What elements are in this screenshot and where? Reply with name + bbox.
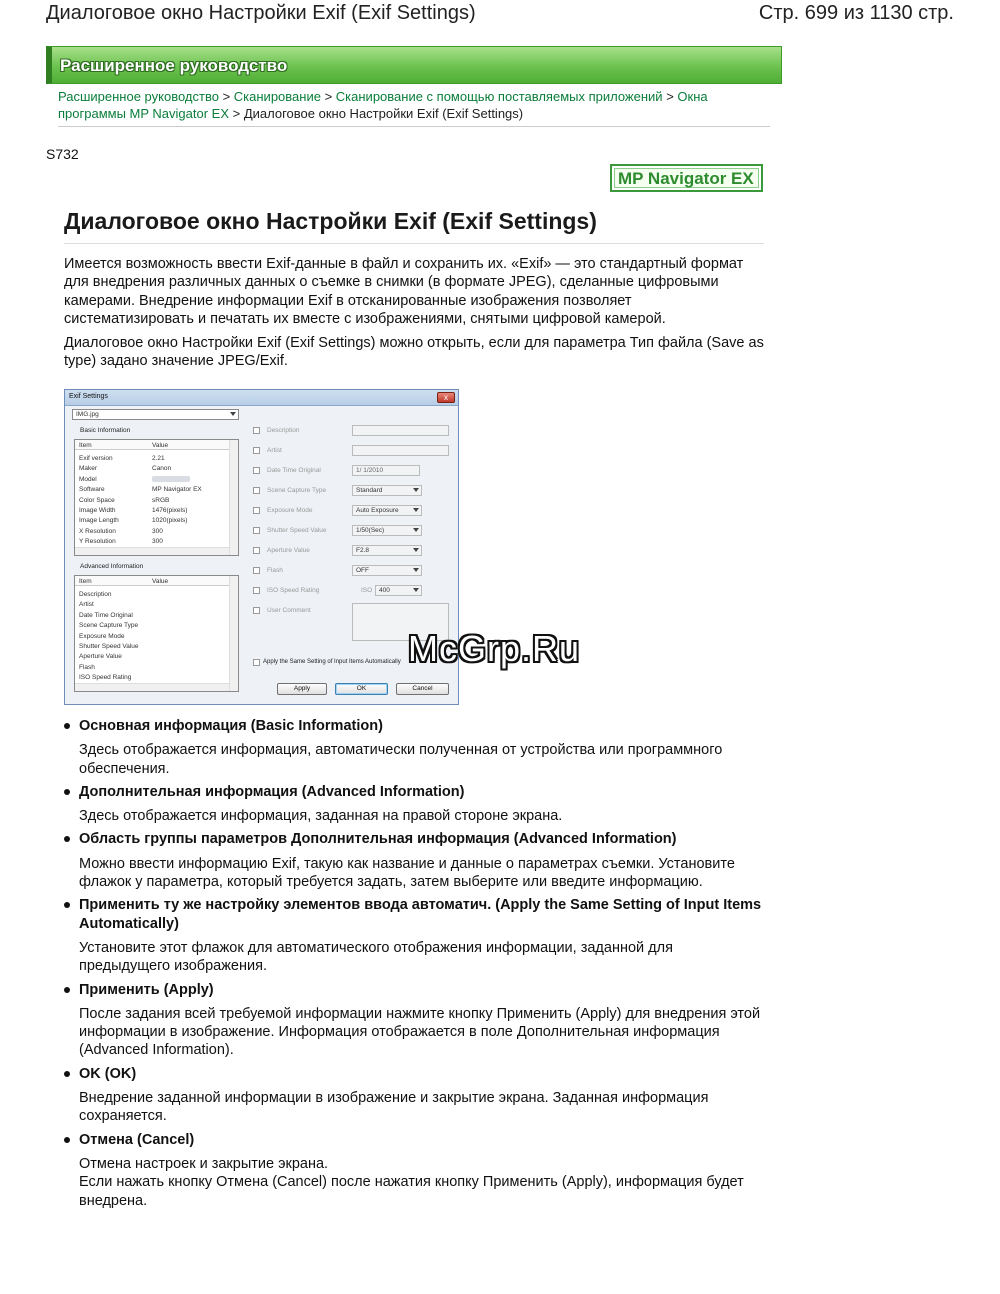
table-row: Y Resolution 300 xyxy=(79,538,163,546)
col-value: Value xyxy=(152,578,169,585)
table-row: Color Space sRGB xyxy=(79,496,170,504)
artist-label: Artist xyxy=(267,447,282,454)
breadcrumb-separator: > xyxy=(222,89,231,104)
close-icon[interactable]: x xyxy=(437,392,455,403)
chevron-down-icon xyxy=(413,488,419,492)
table-row: Exposure Mode xyxy=(79,632,125,640)
iso-label: ISO Speed Rating xyxy=(267,587,320,594)
horizontal-scrollbar[interactable] xyxy=(75,683,229,691)
breadcrumb-separator: > xyxy=(666,89,674,104)
exposure-label: Exposure Mode xyxy=(267,507,313,514)
section-banner xyxy=(46,46,782,84)
breadcrumb xyxy=(58,88,768,122)
bullet-icon xyxy=(64,836,70,842)
document-code: S732 xyxy=(46,146,79,162)
list-item xyxy=(64,1131,764,1210)
list-item xyxy=(64,896,764,975)
vertical-scrollbar[interactable] xyxy=(229,440,238,555)
item-description: Внедрение заданной информации в изображение и закрытие экрана. Заданная информация сохраняется. xyxy=(79,1090,709,1125)
item-title: Отмена (Cancel) xyxy=(79,1131,195,1148)
item-description: Можно ввести информацию Exif, такую как название и данные о параметрах съемки. Установите флажок у параметра, который требуется задать, затем выберите или введите информацию. xyxy=(79,855,735,891)
aperture-select[interactable]: F2.8 xyxy=(352,545,422,556)
scene-label: Scene Capture Type xyxy=(267,487,327,494)
breadcrumb-link-apps[interactable]: Сканирование с помощью поставляемых приложений xyxy=(335,89,663,104)
table-row: X Resolution 300 xyxy=(79,527,163,535)
breadcrumb-current: Диалоговое окно Настройки Exif (Exif Settings) xyxy=(243,106,524,121)
breadcrumb-separator: > xyxy=(324,89,333,104)
flash-checkbox[interactable] xyxy=(253,567,260,574)
list-item xyxy=(64,1065,764,1126)
table-row: Description xyxy=(79,591,112,598)
chevron-down-icon xyxy=(230,412,236,416)
breadcrumb-link-scanning[interactable]: Сканирование xyxy=(233,89,321,104)
bullet-icon xyxy=(64,723,70,729)
advanced-info-table[interactable] xyxy=(74,575,239,692)
page-header-title: Диалоговое окно Настройки Exif (Exif Settings) xyxy=(46,2,476,24)
chevron-down-icon xyxy=(413,508,419,512)
scene-checkbox[interactable] xyxy=(253,487,260,494)
breadcrumb-separator: > xyxy=(232,106,241,121)
item-description: Установите этот флажок для автоматического отображения информации, заданной для предыдущего изображения. xyxy=(79,939,673,975)
flash-select[interactable]: OFF xyxy=(352,565,422,576)
iso-checkbox[interactable] xyxy=(253,587,260,594)
iso-field xyxy=(253,586,453,598)
table-row: Scene Capture Type xyxy=(79,622,139,630)
mp-navigator-badge xyxy=(610,164,763,192)
col-item: Item xyxy=(79,442,92,449)
intro-paragraph: Имеется возможность ввести Exif-данные в файл и сохранить их. «Exif» — это стандартный формат для внедрения различных данных о съемке в снимки (в формате JPEG), сделанные цифровыми камерами. Внедрение информации Exif в отсканированные изображения позволяет систематизировать и печатать их вместе с изображениями, снятыми цифровой камерой. xyxy=(64,256,744,327)
item-description: Здесь отображается информация, заданная на правой стороне экрана. xyxy=(79,808,563,825)
page-number: Стр. 699 из 1130 стр. xyxy=(758,2,954,24)
page-title: Диалоговое окно Настройки Exif (Exif Settings) xyxy=(64,208,597,234)
exposure-select[interactable]: Auto Exposure xyxy=(352,505,422,516)
title-divider xyxy=(64,243,764,244)
blurred-model xyxy=(152,476,190,482)
dialog-titlebar xyxy=(65,390,458,406)
dialog-title: Exif Settings xyxy=(69,393,108,400)
apply-same-checkbox[interactable] xyxy=(253,659,260,666)
list-item xyxy=(64,717,764,778)
comment-label: User Comment xyxy=(267,607,311,614)
comment-checkbox[interactable] xyxy=(253,607,260,614)
description-checkbox[interactable] xyxy=(253,427,260,434)
table-row: Software MP Navigator EX xyxy=(79,486,202,494)
list-item xyxy=(64,981,764,1060)
item-title: Основная информация (Basic Information) xyxy=(79,718,383,734)
file-select-value: IMG.jpg xyxy=(76,411,99,418)
basic-info-label: Basic Information xyxy=(80,427,131,434)
exposure-checkbox[interactable] xyxy=(253,507,260,514)
basic-info-table[interactable] xyxy=(74,439,239,556)
shutter-checkbox[interactable] xyxy=(253,527,260,534)
table-row: Date Time Original xyxy=(79,611,133,619)
item-title: Дополнительная информация (Advanced Information) xyxy=(79,783,465,800)
table-row: Exif version 2.21 xyxy=(79,455,165,462)
apply-same-label: Apply the Same Setting of Input Items Automatically xyxy=(263,659,401,665)
iso-select[interactable]: 400 xyxy=(375,585,422,596)
horizontal-scrollbar[interactable] xyxy=(75,547,229,555)
aperture-label: Aperture Value xyxy=(267,547,310,554)
description-input[interactable] xyxy=(352,425,449,436)
col-value: Value xyxy=(152,442,169,449)
aperture-checkbox[interactable] xyxy=(253,547,260,554)
item-title: OK (OK) xyxy=(79,1065,137,1082)
cancel-button[interactable]: Cancel xyxy=(396,683,449,695)
table-row: Artist xyxy=(79,601,94,609)
date-input[interactable]: 1/ 1/2010 xyxy=(352,465,420,476)
chevron-down-icon xyxy=(413,568,419,572)
item-description: Отмена настроек и закрытие экрана. Если нажать кнопку Отмена (Cancel) после нажатия кнопку Применить (Apply), информация будет внедрена. xyxy=(79,1155,744,1209)
table-header xyxy=(75,576,229,586)
ok-button[interactable]: OK xyxy=(335,683,388,695)
item-title: Применить ту же настройку элементов ввода автоматич. (Apply the Same Setting of Input Items Automatically) xyxy=(79,897,762,932)
vertical-scrollbar[interactable] xyxy=(229,576,238,691)
col-item: Item xyxy=(79,578,92,585)
list-item xyxy=(64,783,764,826)
breadcrumb-divider xyxy=(58,126,770,127)
open-paragraph: Диалоговое окно Настройки Exif (Exif Settings) можно открыть, если для параметра Тип файла (Save as type) задано значение JPEG/Exif. xyxy=(64,335,764,370)
bullet-icon xyxy=(64,902,70,908)
shutter-select[interactable]: 1/50(Sec) xyxy=(352,525,422,536)
advanced-info-label: Advanced Information xyxy=(80,563,144,570)
date-checkbox[interactable] xyxy=(253,467,260,474)
chevron-down-icon xyxy=(413,548,419,552)
apply-button[interactable]: Apply xyxy=(277,683,327,695)
file-select[interactable] xyxy=(72,409,239,420)
scene-select[interactable]: Standard xyxy=(352,485,422,496)
banner-text: Расширенное руководство xyxy=(60,56,288,75)
table-row: Aperture Value xyxy=(79,653,122,661)
chevron-down-icon xyxy=(413,528,419,532)
item-title: Область группы параметров Дополнительная информация (Advanced Information) xyxy=(79,831,677,848)
shutter-label: Shutter Speed Value xyxy=(267,527,327,534)
table-row: Image Width 1476(pixels) xyxy=(79,507,188,514)
description-list xyxy=(64,717,764,1215)
breadcrumb-link-guide[interactable]: Расширенное руководство xyxy=(58,89,219,104)
exif-settings-dialog xyxy=(64,389,459,705)
iso-prefix: ISO xyxy=(361,587,373,594)
table-row: Maker Canon xyxy=(79,465,172,473)
item-title: Применить (Apply) xyxy=(79,981,214,998)
bullet-icon xyxy=(64,987,70,993)
badge-text: MP Navigator EX xyxy=(618,169,754,188)
artist-input[interactable] xyxy=(352,445,449,456)
table-header xyxy=(75,440,229,450)
table-row: Shutter Speed Value xyxy=(79,643,139,650)
flash-label: Flash xyxy=(267,567,283,574)
breadcrumb-link-windows[interactable]: Окна программы MP Navigator EX xyxy=(58,89,708,121)
bullet-icon xyxy=(64,1137,70,1143)
item-description: Здесь отображается информация, автоматически полученная от устройства или программного обеспечения. xyxy=(79,742,723,777)
chevron-down-icon xyxy=(413,588,419,592)
bullet-icon xyxy=(64,1071,70,1077)
table-row: Model xyxy=(75,475,229,485)
date-label: Date Time Original xyxy=(267,467,321,474)
item-description: После задания всей требуемой информации нажмите кнопку Применить (Apply) для внедрения этой информации в изображение. Информация отображается в поле Дополнительная информация (Advanced Information). xyxy=(79,1005,761,1059)
table-row: ISO Speed Rating xyxy=(79,674,132,682)
description-label: Description xyxy=(267,427,300,434)
table-row: Flash xyxy=(79,663,95,671)
artist-checkbox[interactable] xyxy=(253,447,260,454)
bullet-icon xyxy=(64,789,70,795)
watermark: McGrp.Ru xyxy=(408,628,581,669)
table-row: Image Length 1020(pixels) xyxy=(79,517,188,525)
list-item xyxy=(64,830,764,891)
